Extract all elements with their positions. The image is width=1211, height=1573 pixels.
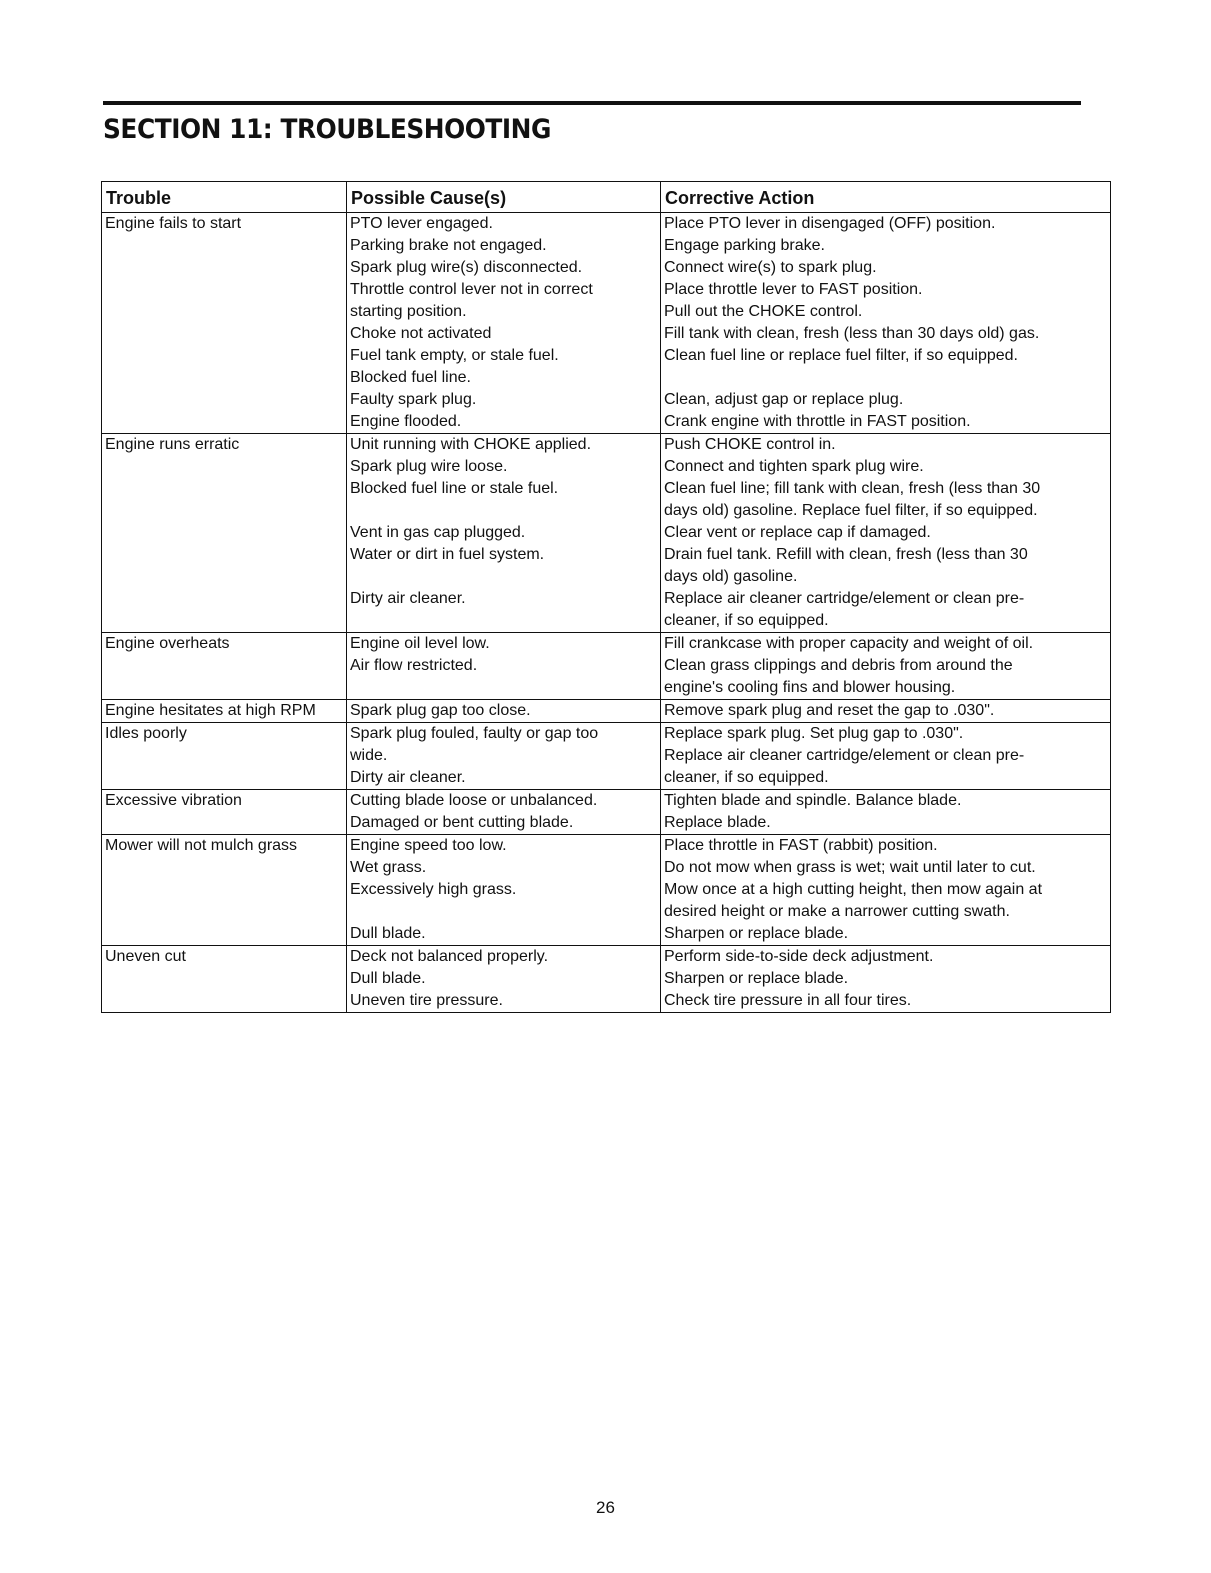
cause-line: wide.	[350, 747, 388, 764]
action-line: desired height or make a narrower cutting swath.	[664, 903, 1010, 920]
table-row	[102, 835, 1111, 946]
action-line: Place throttle lever to FAST position.	[664, 281, 923, 298]
cause-line: Parking brake not engaged.	[350, 237, 547, 254]
cause-line: Engine flooded.	[350, 413, 462, 430]
action-line: days old) gasoline. Replace fuel filter, if so equipped.	[664, 502, 1038, 519]
cause-line: Spark plug fouled, faulty or gap too	[350, 725, 599, 742]
cause-line: Uneven tire pressure.	[350, 992, 503, 1009]
cause-line: Fuel tank empty, or stale fuel.	[350, 347, 559, 364]
cause-line	[350, 677, 657, 699]
action-line: engine's cooling fins and blower housing.	[664, 679, 956, 696]
action-line: Replace air cleaner cartridge/element or clean pre-	[664, 590, 1025, 607]
trouble-cell	[102, 633, 347, 700]
cause-line: Faulty spark plug.	[350, 391, 477, 408]
cause-line: Blocked fuel line or stale fuel.	[350, 480, 559, 497]
action-line: Clean, adjust gap or replace plug.	[664, 391, 904, 408]
causes-cell	[347, 700, 661, 723]
actions-cell	[661, 835, 1111, 946]
cause-line: Cutting blade loose or unbalanced.	[350, 792, 598, 809]
table-row	[102, 700, 1111, 723]
trouble-cell	[102, 835, 347, 946]
cause-line	[350, 500, 657, 522]
cause-line: Engine speed too low.	[350, 837, 507, 854]
trouble-cell	[102, 434, 347, 633]
cause-line	[350, 610, 657, 632]
table-row	[102, 633, 1111, 700]
causes-cell	[347, 723, 661, 790]
cause-line: Dirty air cleaner.	[350, 769, 466, 786]
cause-line: Unit running with CHOKE applied.	[350, 436, 592, 453]
cause-line	[350, 566, 657, 588]
cause-line: Vent in gas cap plugged.	[350, 524, 526, 541]
cause-line: Air flow restricted.	[350, 657, 478, 674]
cause-line	[350, 901, 657, 923]
action-line: Sharpen or replace blade.	[664, 925, 849, 942]
action-line: Replace air cleaner cartridge/element or clean pre-	[664, 747, 1025, 764]
action-line: Place throttle in FAST (rabbit) position.	[664, 837, 938, 854]
causes-cell	[347, 790, 661, 835]
cause-line: Deck not balanced properly.	[350, 948, 549, 965]
action-line: Sharpen or replace blade.	[664, 970, 849, 987]
section-top-rule	[103, 101, 1081, 105]
action-line: Connect and tighten spark plug wire.	[664, 458, 924, 475]
cause-line: Spark plug wire(s) disconnected.	[350, 259, 583, 276]
action-line: Crank engine with throttle in FAST position.	[664, 413, 971, 430]
action-line: Clear vent or replace cap if damaged.	[664, 524, 931, 541]
action-line: Clean grass clippings and debris from around the	[664, 657, 1013, 674]
actions-cell	[661, 633, 1111, 700]
action-line: Connect wire(s) to spark plug.	[664, 259, 877, 276]
table-row	[102, 723, 1111, 790]
trouble-text: Idles poorly	[105, 725, 187, 742]
header-possible-causes: Possible Cause(s)	[347, 182, 661, 213]
cause-line: PTO lever engaged.	[350, 215, 493, 232]
trouble-text: Engine runs erratic	[105, 436, 240, 453]
cause-line: Choke not activated	[350, 325, 492, 342]
table-row	[102, 213, 1111, 434]
trouble-cell	[102, 790, 347, 835]
cause-line: Spark plug gap too close.	[350, 702, 531, 719]
actions-cell	[661, 790, 1111, 835]
trouble-text: Excessive vibration	[105, 792, 242, 809]
action-line: Clean fuel line; fill tank with clean, fresh (less than 30	[664, 480, 1041, 497]
action-line: days old) gasoline.	[664, 568, 798, 585]
trouble-cell	[102, 213, 347, 434]
action-line: Push CHOKE control in.	[664, 436, 836, 453]
trouble-cell	[102, 700, 347, 723]
action-line: Place PTO lever in disengaged (OFF) position.	[664, 215, 996, 232]
action-line: Clean fuel line or replace fuel filter, if so equipped.	[664, 347, 1018, 364]
cause-line: Spark plug wire loose.	[350, 458, 508, 475]
table-row	[102, 434, 1111, 633]
action-line: Remove spark plug and reset the gap to .030".	[664, 702, 995, 719]
actions-cell	[661, 946, 1111, 1013]
cause-line: Throttle control lever not in correct	[350, 281, 593, 298]
causes-cell	[347, 213, 661, 434]
cause-line: Excessively high grass.	[350, 881, 517, 898]
action-line: Tighten blade and spindle. Balance blade.	[664, 792, 962, 809]
action-line: cleaner, if so equipped.	[664, 769, 829, 786]
action-line: Engage parking brake.	[664, 237, 825, 254]
trouble-cell	[102, 723, 347, 790]
action-line: Mow once at a high cutting height, then mow again at	[664, 881, 1043, 898]
trouble-text: Engine fails to start	[105, 215, 242, 232]
table-row	[102, 790, 1111, 835]
cause-line: Dull blade.	[350, 925, 426, 942]
action-line: Pull out the CHOKE control.	[664, 303, 863, 320]
action-line: Drain fuel tank. Refill with clean, fresh (less than 30	[664, 546, 1028, 563]
cause-line: Dirty air cleaner.	[350, 590, 466, 607]
actions-cell	[661, 700, 1111, 723]
action-line: Perform side-to-side deck adjustment.	[664, 948, 934, 965]
causes-cell	[347, 835, 661, 946]
cause-line: starting position.	[350, 303, 467, 320]
cause-line: Water or dirt in fuel system.	[350, 546, 545, 563]
trouble-text: Engine hesitates at high RPM	[105, 702, 316, 719]
action-line: Check tire pressure in all four tires.	[664, 992, 912, 1009]
causes-cell	[347, 946, 661, 1013]
cause-line: Blocked fuel line.	[350, 369, 471, 386]
table-body	[102, 213, 1111, 1013]
cause-line: Wet grass.	[350, 859, 427, 876]
action-line: Replace spark plug. Set plug gap to .030".	[664, 725, 964, 742]
trouble-text: Uneven cut	[105, 948, 186, 965]
actions-cell	[661, 434, 1111, 633]
table-row	[102, 946, 1111, 1013]
section-title: SECTION 11: TROUBLESHOOTING	[103, 114, 551, 145]
causes-cell	[347, 434, 661, 633]
cause-line: Engine oil level low.	[350, 635, 490, 652]
actions-cell	[661, 213, 1111, 434]
cause-line: Dull blade.	[350, 970, 426, 987]
header-trouble: Trouble	[102, 182, 347, 213]
troubleshooting-table	[101, 181, 1111, 1013]
action-line: Fill crankcase with proper capacity and weight of oil.	[664, 635, 1034, 652]
page-number: 26	[596, 1498, 615, 1517]
causes-cell	[347, 633, 661, 700]
trouble-cell	[102, 946, 347, 1013]
action-line: Fill tank with clean, fresh (less than 30 days old) gas.	[664, 325, 1040, 342]
header-corrective-action: Corrective Action	[661, 182, 1111, 213]
actions-cell	[661, 723, 1111, 790]
table-header-row	[102, 182, 1111, 213]
trouble-text: Engine overheats	[105, 635, 230, 652]
action-line: cleaner, if so equipped.	[664, 612, 829, 629]
trouble-text: Mower will not mulch grass	[105, 837, 298, 854]
action-line: Replace blade.	[664, 814, 771, 831]
action-line	[664, 367, 1107, 389]
cause-line: Damaged or bent cutting blade.	[350, 814, 574, 831]
action-line: Do not mow when grass is wet; wait until later to cut.	[664, 859, 1036, 876]
